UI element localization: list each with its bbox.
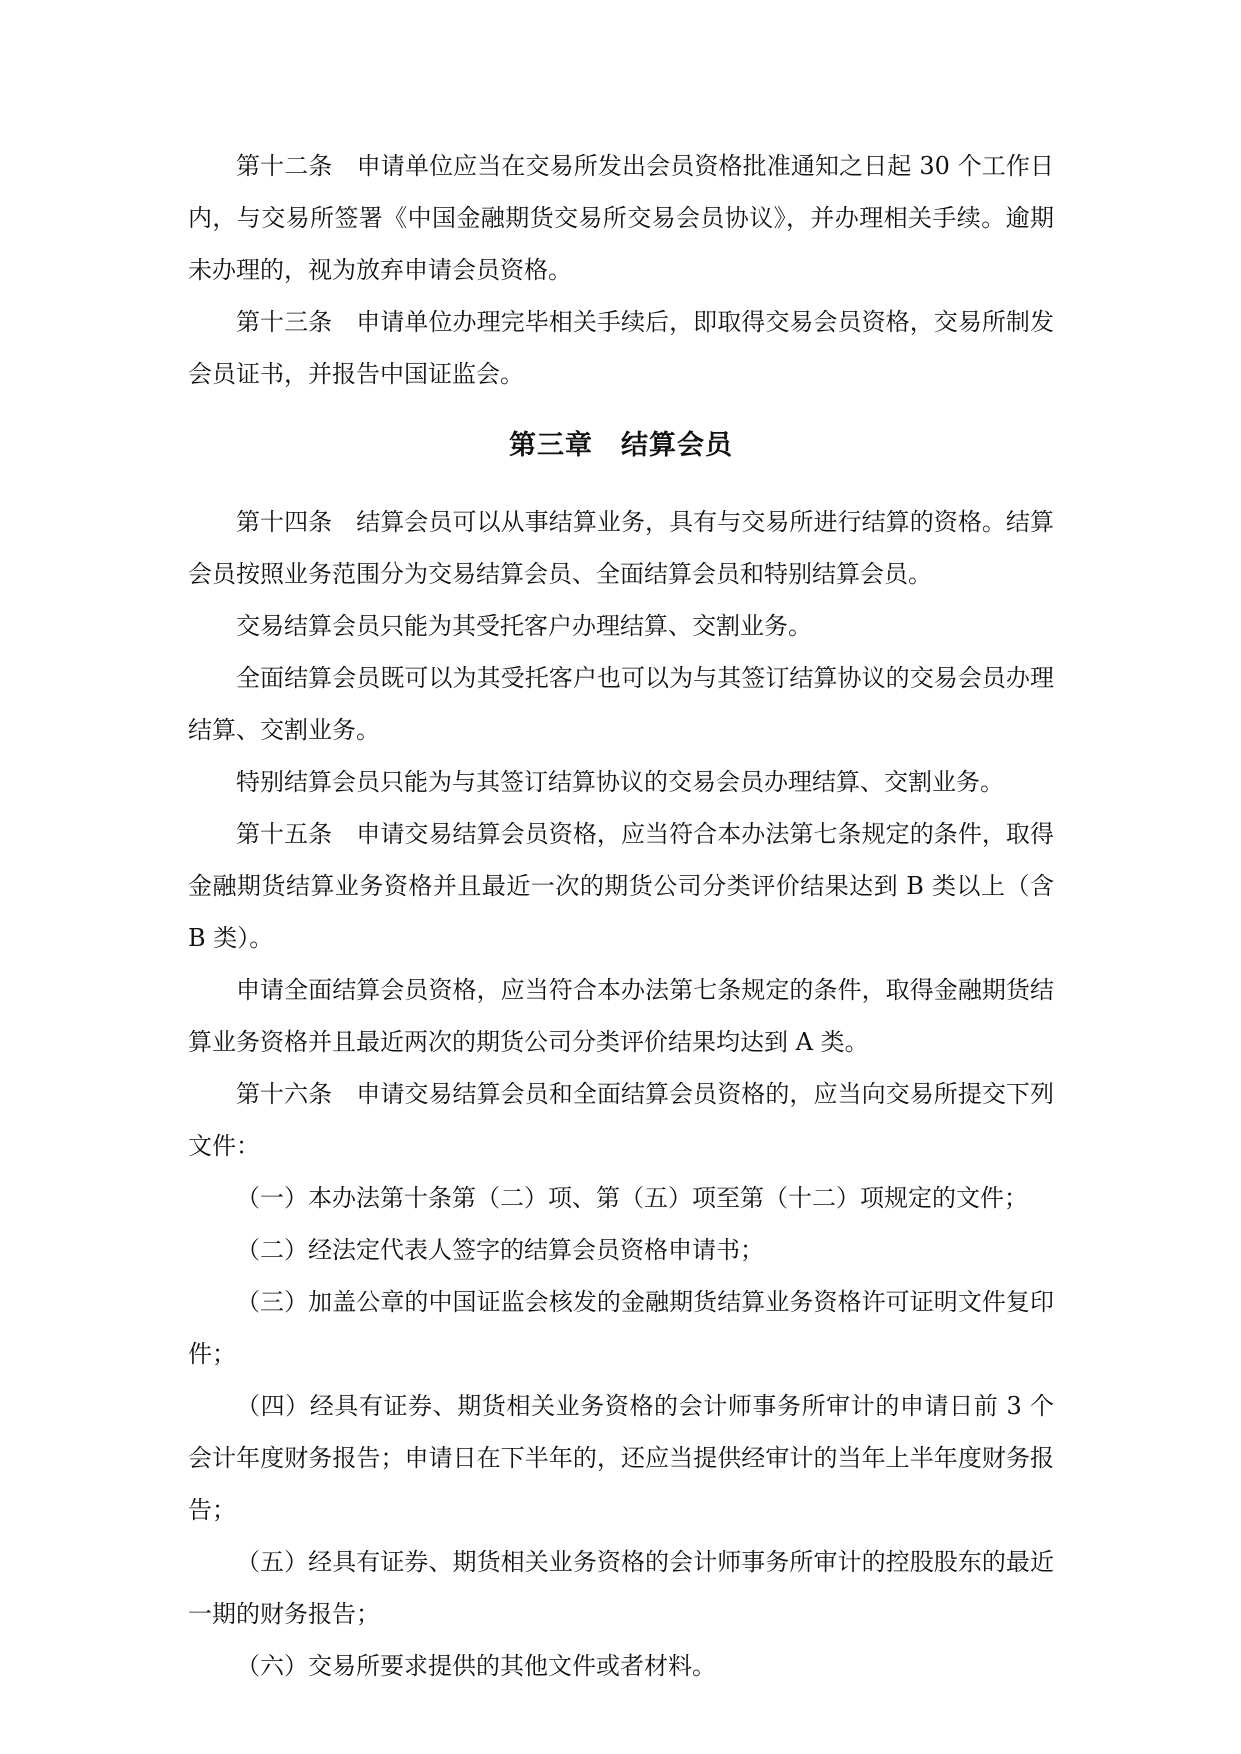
general-clearing-qualification-paragraph: 申请全面结算会员资格，应当符合本办法第七条规定的条件，取得金融期货结算业务资格并且最近两次的期货公司分类评价结果均达到 A 类。 (188, 976, 1054, 1056)
list-item: （五）经具有证券、期货相关业务资格的会计师事务所审计的控股股东的最近一期的财务报告； (188, 1548, 1054, 1628)
list-item: （三）加盖公章的中国证监会核发的金融期货结算业务资格许可证明文件复印件； (188, 1288, 1054, 1368)
document-page (188, 140, 1054, 1692)
list-item: （四）经具有证券、期货相关业务资格的会计师事务所审计的申请日前 3 个会计年度财务报告；申请日在下半年的，还应当提供经审计的当年上半年度财务报告； (188, 1392, 1054, 1524)
list-item: （六）交易所要求提供的其他文件或者材料。 (236, 1652, 716, 1680)
article-16-paragraph: 第十六条 申请交易结算会员和全面结算会员资格的，应当向交易所提交下列文件： (188, 1080, 1054, 1160)
list-item: （二）经法定代表人签字的结算会员资格申请书； (236, 1236, 764, 1264)
list-item: （一）本办法第十条第（二）项、第（五）项至第（十二）项规定的文件； (236, 1184, 1028, 1212)
chapter-title: 第三章 结算会员 (509, 430, 733, 461)
trading-clearing-member-paragraph: 交易结算会员只能为其受托客户办理结算、交割业务。 (236, 612, 812, 640)
article-14-paragraph: 第十四条 结算会员可以从事结算业务，具有与交易所进行结算的资格。结算会员按照业务范围分为交易结算会员、全面结算会员和特别结算会员。 (188, 508, 1054, 588)
article-12-paragraph: 第十二条 申请单位应当在交易所发出会员资格批准通知之日起 30 个工作日内，与交易所签署《中国金融期货交易所交易会员协议》，并办理相关手续。逾期未办理的，视为放弃申请会员资格。 (188, 152, 1054, 284)
article-15-paragraph: 第十五条 申请交易结算会员资格，应当符合本办法第七条规定的条件，取得金融期货结算业务资格并且最近一次的期货公司分类评价结果达到 B 类以上（含 B 类）。 (188, 820, 1054, 952)
general-clearing-member-paragraph: 全面结算会员既可以为其受托客户也可以为与其签订结算协议的交易会员办理结算、交割业务。 (188, 664, 1054, 744)
article-13-paragraph: 第十三条 申请单位办理完毕相关手续后，即取得交易会员资格，交易所制发会员证书，并报告中国证监会。 (188, 308, 1054, 388)
special-clearing-member-paragraph: 特别结算会员只能为与其签订结算协议的交易会员办理结算、交割业务。 (236, 768, 1004, 796)
